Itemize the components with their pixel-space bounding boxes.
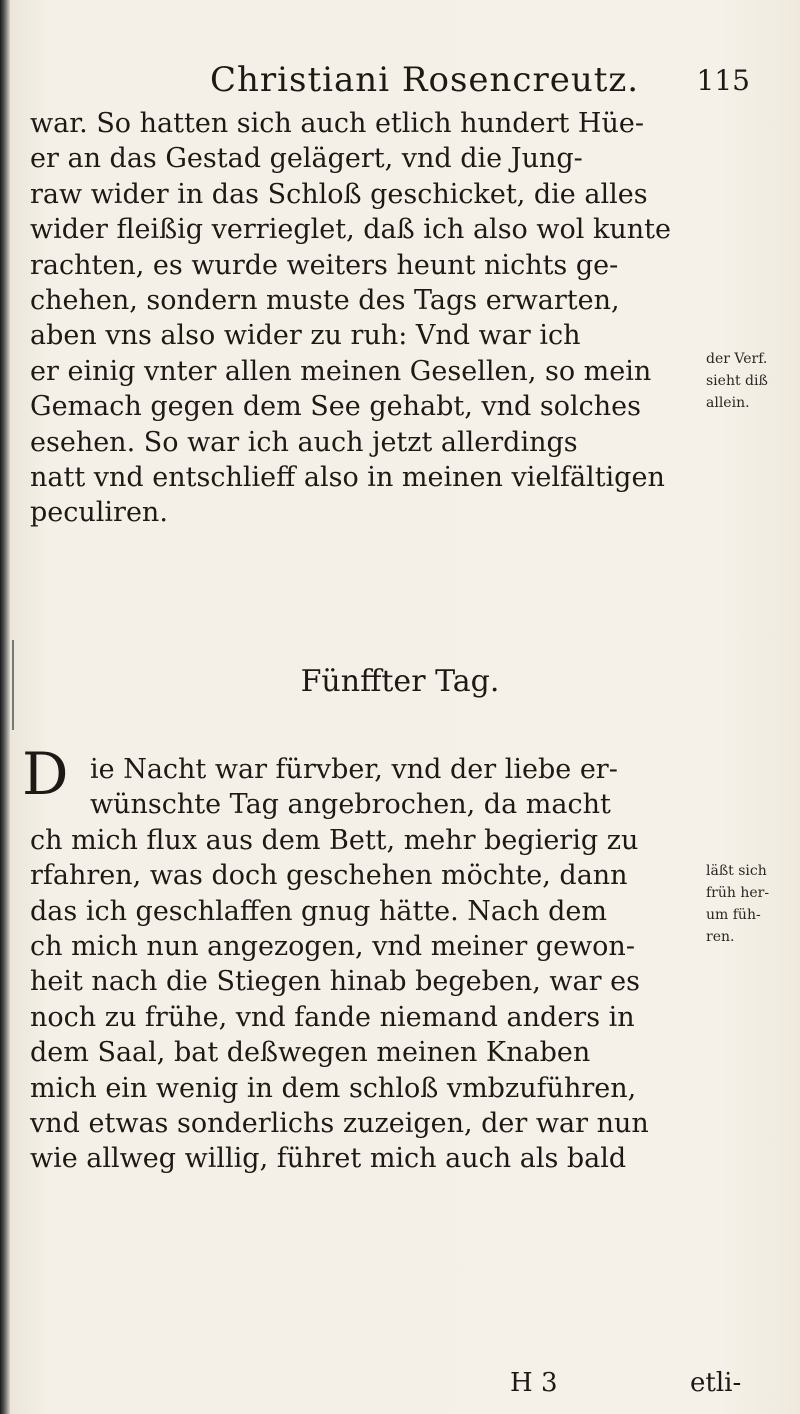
text-line: noch zu frühe, vnd fande niemand anders in	[30, 1001, 635, 1033]
margin-note-line: um füh-	[706, 907, 761, 923]
paragraph-1	[30, 106, 770, 531]
page-number: 115	[696, 64, 750, 97]
text-line: das ich geschlaffen gnug hätte. Nach dem	[30, 895, 607, 927]
text-line: natt vnd entschlieff also in meinen vielfältigen	[30, 461, 665, 493]
text-line: rachten, es wurde weiters heunt nichts ge-	[30, 249, 619, 281]
text-line: mich ein wenig in dem schloß vmbzuführen,	[30, 1072, 637, 1104]
text-line: aben vns also wider zu ruh: Vnd war ich	[30, 320, 581, 352]
drop-cap: D	[22, 740, 69, 808]
catchword: etli-	[690, 1368, 742, 1398]
text-line: er an das Gestad gelägert, vnd die Jung-	[30, 143, 583, 175]
margin-note-line: ren.	[706, 929, 735, 945]
text-line: esehen. So war ich auch jetzt allerdings	[30, 426, 578, 458]
page-footer	[0, 1368, 800, 1408]
section-heading: Fünffter Tag.	[300, 664, 500, 699]
text-line: ie Nacht war fürvber, vnd der liebe er-	[90, 754, 618, 785]
text-line: peculiren.	[30, 497, 168, 529]
margin-note-line: sieht diß	[706, 373, 768, 389]
text-line: wie allweg willig, führet mich auch als bald	[30, 1143, 627, 1175]
margin-note-line: läßt sich	[706, 863, 767, 879]
text-line: heit nach die Stiegen hinab begeben, war es	[30, 966, 640, 998]
page-header	[210, 60, 750, 110]
text-line: wünschte Tag angebrochen, da macht	[90, 789, 611, 821]
signature-mark: H 3	[510, 1368, 558, 1398]
margin-note-2	[706, 860, 786, 948]
text-line: vnd etwas sonderlichs zuzeigen, der war nun	[30, 1107, 649, 1139]
text-line: chehen, sondern muste des Tags erwarten,	[30, 284, 620, 316]
text-line: war. So hatten sich auch etlich hundert Hüe-	[30, 108, 644, 139]
margin-note-1	[706, 348, 786, 414]
text-line: raw wider in das Schloß geschicket, die alles	[30, 178, 648, 210]
text-line: Gemach gegen dem See gehabt, vnd solches	[30, 391, 641, 423]
text-line: ch mich flux aus dem Bett, mehr begierig zu	[30, 824, 639, 856]
margin-note-line: der Verf.	[706, 351, 768, 367]
text-line: dem Saal, bat deßwegen meinen Knaben	[30, 1037, 591, 1069]
page-gutter-shadow	[0, 0, 10, 1414]
text-line: er einig vnter allen meinen Gesellen, so mein	[30, 355, 652, 387]
margin-note-line: allein.	[706, 395, 750, 411]
margin-note-line: früh her-	[706, 885, 770, 901]
running-title: Christiani Rosencreutz.	[210, 60, 640, 100]
text-line: ch mich nun angezogen, vnd meiner gewon-	[30, 930, 635, 962]
text-line: rfahren, was doch geschehen möchte, dann	[30, 860, 628, 892]
paragraph-2	[30, 752, 770, 1177]
text-line: wider fleißig verrieglet, daß ich also wol kunte	[30, 214, 671, 246]
